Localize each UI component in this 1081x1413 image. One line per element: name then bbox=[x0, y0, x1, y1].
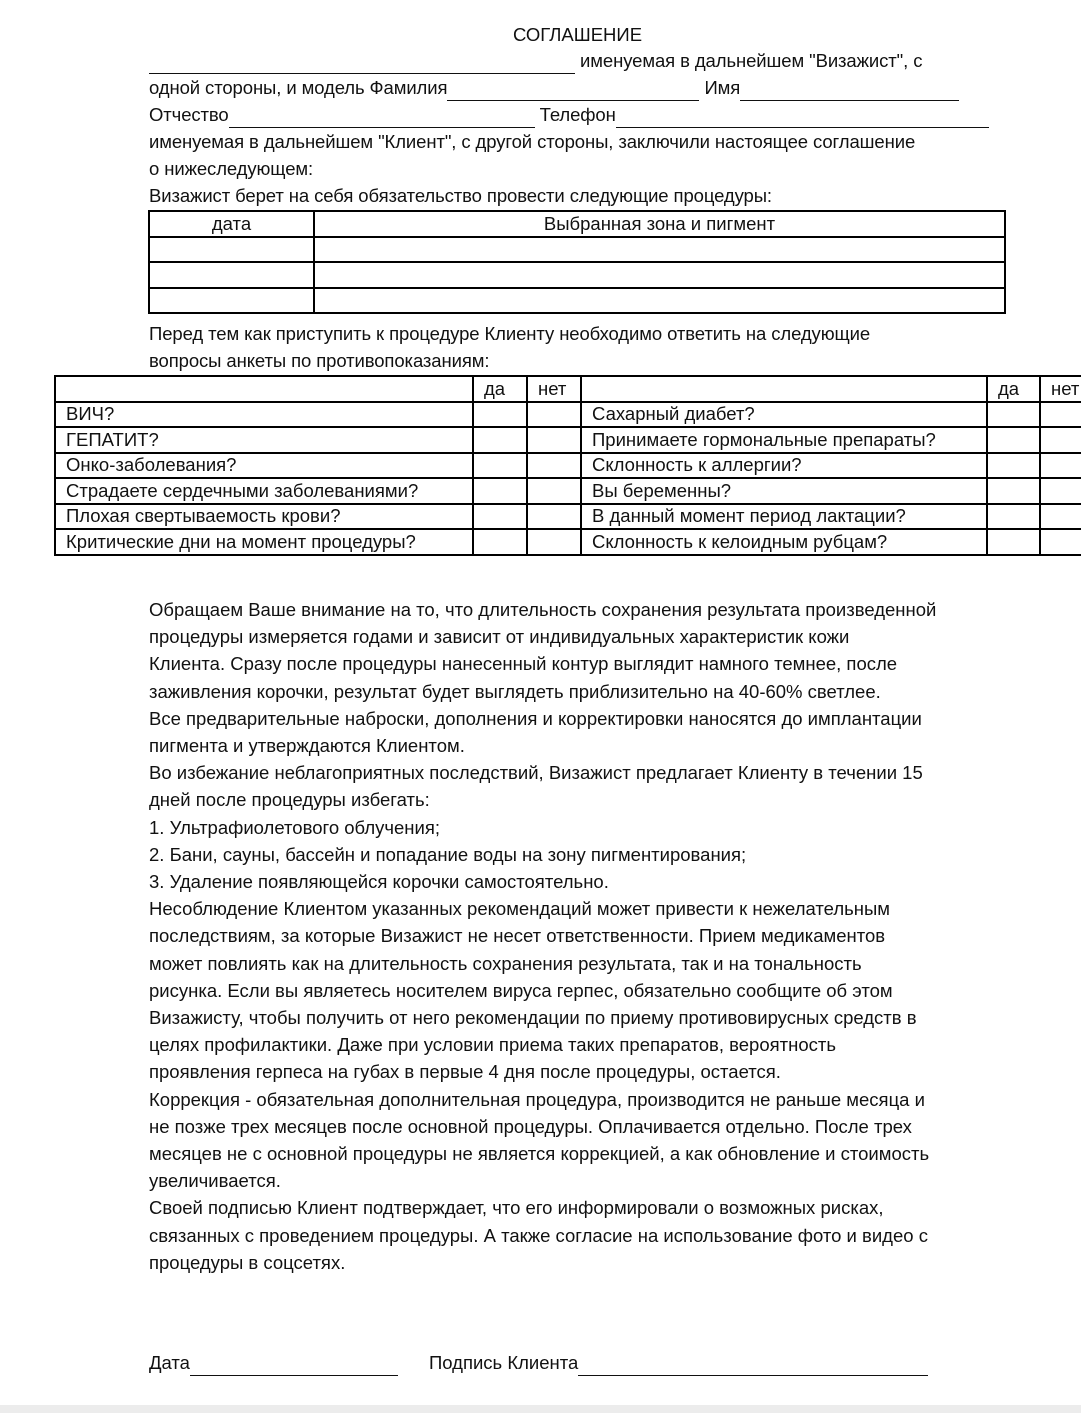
body-line: месяцев не с основной процедуры не является коррекцией, а как обновление и стоимость bbox=[149, 1143, 930, 1165]
right-no-header: нет bbox=[1040, 376, 1081, 402]
diabetes-no-checkbox[interactable] bbox=[1040, 402, 1081, 428]
pregnancy-no-checkbox[interactable] bbox=[1040, 478, 1081, 504]
body-line: может повлиять как на длительность сохранения результата, так и на тональность bbox=[149, 952, 862, 974]
phone-label: Телефон bbox=[534, 104, 616, 125]
questionnaire-intro-line-2: вопросы анкеты по противопоказаниям: bbox=[149, 350, 490, 371]
header-line-1 bbox=[149, 47, 922, 74]
document-title: СОГЛАШЕНИЕ bbox=[512, 24, 643, 45]
header-line-1-text: именуемая в дальнейшем "Визажист", с bbox=[575, 50, 923, 71]
procedures-row bbox=[149, 262, 1005, 288]
procedure-zone-cell[interactable] bbox=[314, 288, 1005, 314]
body-line: связанных с проведением процедуры. А также согласие на использование фото и видео с bbox=[149, 1224, 928, 1246]
procedures-intro: Визажист берет на себя обязательство провести следующие процедуры: bbox=[149, 185, 772, 206]
questionnaire-intro-line-1: Перед тем как приступить к процедуре Клиенту необходимо ответить на следующие bbox=[149, 323, 871, 344]
procedures-row bbox=[149, 288, 1005, 314]
oncology-yes-checkbox[interactable] bbox=[473, 453, 527, 479]
right-question-header bbox=[581, 376, 987, 402]
procedures-header-row bbox=[149, 211, 1005, 237]
date-label: Дата bbox=[149, 1352, 190, 1373]
body-line: Визажисту, чтобы получить от него рекомендации по приему противовирусных средств в bbox=[149, 1007, 917, 1029]
body-line: Клиента. Сразу после процедуры нанесенный контур выглядит намного темнее, после bbox=[149, 653, 898, 675]
terms-body bbox=[149, 596, 1019, 1276]
question-hiv: ВИЧ? bbox=[55, 402, 473, 428]
left-no-header: нет bbox=[527, 376, 581, 402]
right-yes-header: да bbox=[987, 376, 1040, 402]
hepatitis-no-checkbox[interactable] bbox=[527, 427, 581, 453]
question-heart-disease: Страдаете сердечными заболеваниями? bbox=[55, 478, 473, 504]
header-line-3 bbox=[149, 101, 989, 128]
question-menstruation: Критические дни на момент процедуры? bbox=[55, 529, 473, 555]
aftercare-item-1: 1. Ультрафиолетового облучения; bbox=[149, 816, 440, 838]
question-blood-clotting: Плохая свертываемость крови? bbox=[55, 504, 473, 530]
body-line: пигмента и утверждаются Клиентом. bbox=[149, 735, 465, 757]
oncology-no-checkbox[interactable] bbox=[527, 453, 581, 479]
question-hormones: Принимаете гормональные препараты? bbox=[581, 427, 987, 453]
hiv-yes-checkbox[interactable] bbox=[473, 402, 527, 428]
heart-disease-yes-checkbox[interactable] bbox=[473, 478, 527, 504]
diabetes-yes-checkbox[interactable] bbox=[987, 402, 1040, 428]
last-name-field[interactable] bbox=[447, 81, 699, 101]
question-allergy: Склонность к аллергии? bbox=[581, 453, 987, 479]
keloid-scars-yes-checkbox[interactable] bbox=[987, 529, 1040, 555]
hepatitis-yes-checkbox[interactable] bbox=[473, 427, 527, 453]
procedures-table bbox=[148, 210, 1006, 314]
question-diabetes: Сахарный диабет? bbox=[581, 402, 987, 428]
questionnaire-header-row bbox=[55, 376, 1081, 402]
question-hepatitis: ГЕПАТИТ? bbox=[55, 427, 473, 453]
questionnaire-row bbox=[55, 478, 1081, 504]
question-lactation: В данный момент период лактации? bbox=[581, 504, 987, 530]
header-line-2 bbox=[149, 74, 959, 101]
body-line: Во избежание неблагоприятных последствий, Визажист предлагает Клиенту в течении 15 bbox=[149, 762, 923, 784]
allergy-yes-checkbox[interactable] bbox=[987, 453, 1040, 479]
heart-disease-no-checkbox[interactable] bbox=[527, 478, 581, 504]
body-line: Несоблюдение Клиентом указанных рекомендаций может привести к нежелательным bbox=[149, 898, 890, 920]
date-field[interactable] bbox=[190, 1356, 398, 1376]
left-yes-header: да bbox=[473, 376, 527, 402]
last-name-label: одной стороны, и модель Фамилия bbox=[149, 77, 448, 98]
hormones-no-checkbox[interactable] bbox=[1040, 427, 1081, 453]
body-line: процедуры измеряется годами и зависит от индивидуальных характеристик кожи bbox=[149, 626, 850, 648]
zone-pigment-column-header: Выбранная зона и пигмент bbox=[314, 211, 1005, 237]
body-line: Своей подписью Клиент подтверждает, что его информировали о возможных рисках, bbox=[149, 1197, 884, 1219]
client-signature-label: Подпись Клиента bbox=[428, 1352, 579, 1373]
header-line-5: о нижеследующем: bbox=[149, 158, 314, 179]
phone-field[interactable] bbox=[616, 108, 989, 128]
patronymic-field[interactable] bbox=[229, 108, 535, 128]
questionnaire-row bbox=[55, 529, 1081, 555]
client-signature-field[interactable] bbox=[578, 1356, 928, 1376]
body-line: Коррекция - обязательная дополнительная процедура, производится не раньше месяца и bbox=[149, 1088, 925, 1110]
body-line: Обращаем Ваше внимание на то, что длительность сохранения результата произведенной bbox=[149, 599, 937, 620]
questionnaire-row bbox=[55, 453, 1081, 479]
procedure-date-cell[interactable] bbox=[149, 288, 314, 314]
signature-row bbox=[149, 1349, 928, 1376]
page-bottom-edge bbox=[0, 1405, 1081, 1413]
visagist-name-field[interactable] bbox=[149, 54, 575, 74]
contraindications-table bbox=[54, 375, 1081, 556]
procedures-row bbox=[149, 237, 1005, 263]
header-line-4: именуемая в дальнейшем "Клиент", с другой стороны, заключили настоящее соглашение bbox=[149, 131, 916, 152]
aftercare-item-3: 3. Удаление появляющейся корочки самостоятельно. bbox=[149, 871, 609, 893]
patronymic-label: Отчество bbox=[149, 104, 229, 125]
aftercare-item-2: 2. Бани, сауны, бассейн и попадание воды на зону пигментирования; bbox=[149, 843, 747, 865]
procedure-date-cell[interactable] bbox=[149, 262, 314, 288]
keloid-scars-no-checkbox[interactable] bbox=[1040, 529, 1081, 555]
first-name-field[interactable] bbox=[740, 81, 959, 101]
body-line: целях профилактики. Даже при условии приема таких препаратов, вероятность bbox=[149, 1034, 836, 1056]
procedure-zone-cell[interactable] bbox=[314, 237, 1005, 263]
blood-clotting-yes-checkbox[interactable] bbox=[473, 504, 527, 530]
lactation-no-checkbox[interactable] bbox=[1040, 504, 1081, 530]
menstruation-no-checkbox[interactable] bbox=[527, 529, 581, 555]
body-line: проявления герпеса на губах в первые 4 дня после процедуры, остается. bbox=[149, 1061, 781, 1083]
questionnaire-row bbox=[55, 427, 1081, 453]
body-line: заживления корочки, результат будет выглядеть приблизительно на 40-60% светлее. bbox=[149, 680, 881, 702]
body-line: Все предварительные наброски, дополнения и корректировки наносятся до имплантации bbox=[149, 707, 922, 729]
question-keloid-scars: Склонность к келоидным рубцам? bbox=[581, 529, 987, 555]
procedure-date-cell[interactable] bbox=[149, 237, 314, 263]
menstruation-yes-checkbox[interactable] bbox=[473, 529, 527, 555]
hormones-yes-checkbox[interactable] bbox=[987, 427, 1040, 453]
left-question-header bbox=[55, 376, 473, 402]
questionnaire-row bbox=[55, 504, 1081, 530]
question-oncology: Онко-заболевания? bbox=[55, 453, 473, 479]
first-name-label: Имя bbox=[699, 77, 741, 98]
body-line: последствиям, за которые Визажист не несет ответственности. Прием медикаментов bbox=[149, 925, 886, 947]
hiv-no-checkbox[interactable] bbox=[527, 402, 581, 428]
lactation-yes-checkbox[interactable] bbox=[987, 504, 1040, 530]
body-line: не позже трех месяцев после основной процедуры. Оплачивается отдельно. После трех bbox=[149, 1115, 912, 1137]
blood-clotting-no-checkbox[interactable] bbox=[527, 504, 581, 530]
body-line: рисунка. Если вы являетесь носителем вируса герпес, обязательно сообщите об этом bbox=[149, 979, 893, 1001]
procedure-zone-cell[interactable] bbox=[314, 262, 1005, 288]
question-pregnancy: Вы беременны? bbox=[581, 478, 987, 504]
date-column-header: дата bbox=[149, 211, 314, 237]
body-line: процедуры в соцсетях. bbox=[149, 1251, 346, 1273]
body-line: увеличивается. bbox=[149, 1170, 281, 1192]
allergy-no-checkbox[interactable] bbox=[1040, 453, 1081, 479]
body-line: дней после процедуры избегать: bbox=[149, 789, 430, 811]
questionnaire-row bbox=[55, 402, 1081, 428]
pregnancy-yes-checkbox[interactable] bbox=[987, 478, 1040, 504]
